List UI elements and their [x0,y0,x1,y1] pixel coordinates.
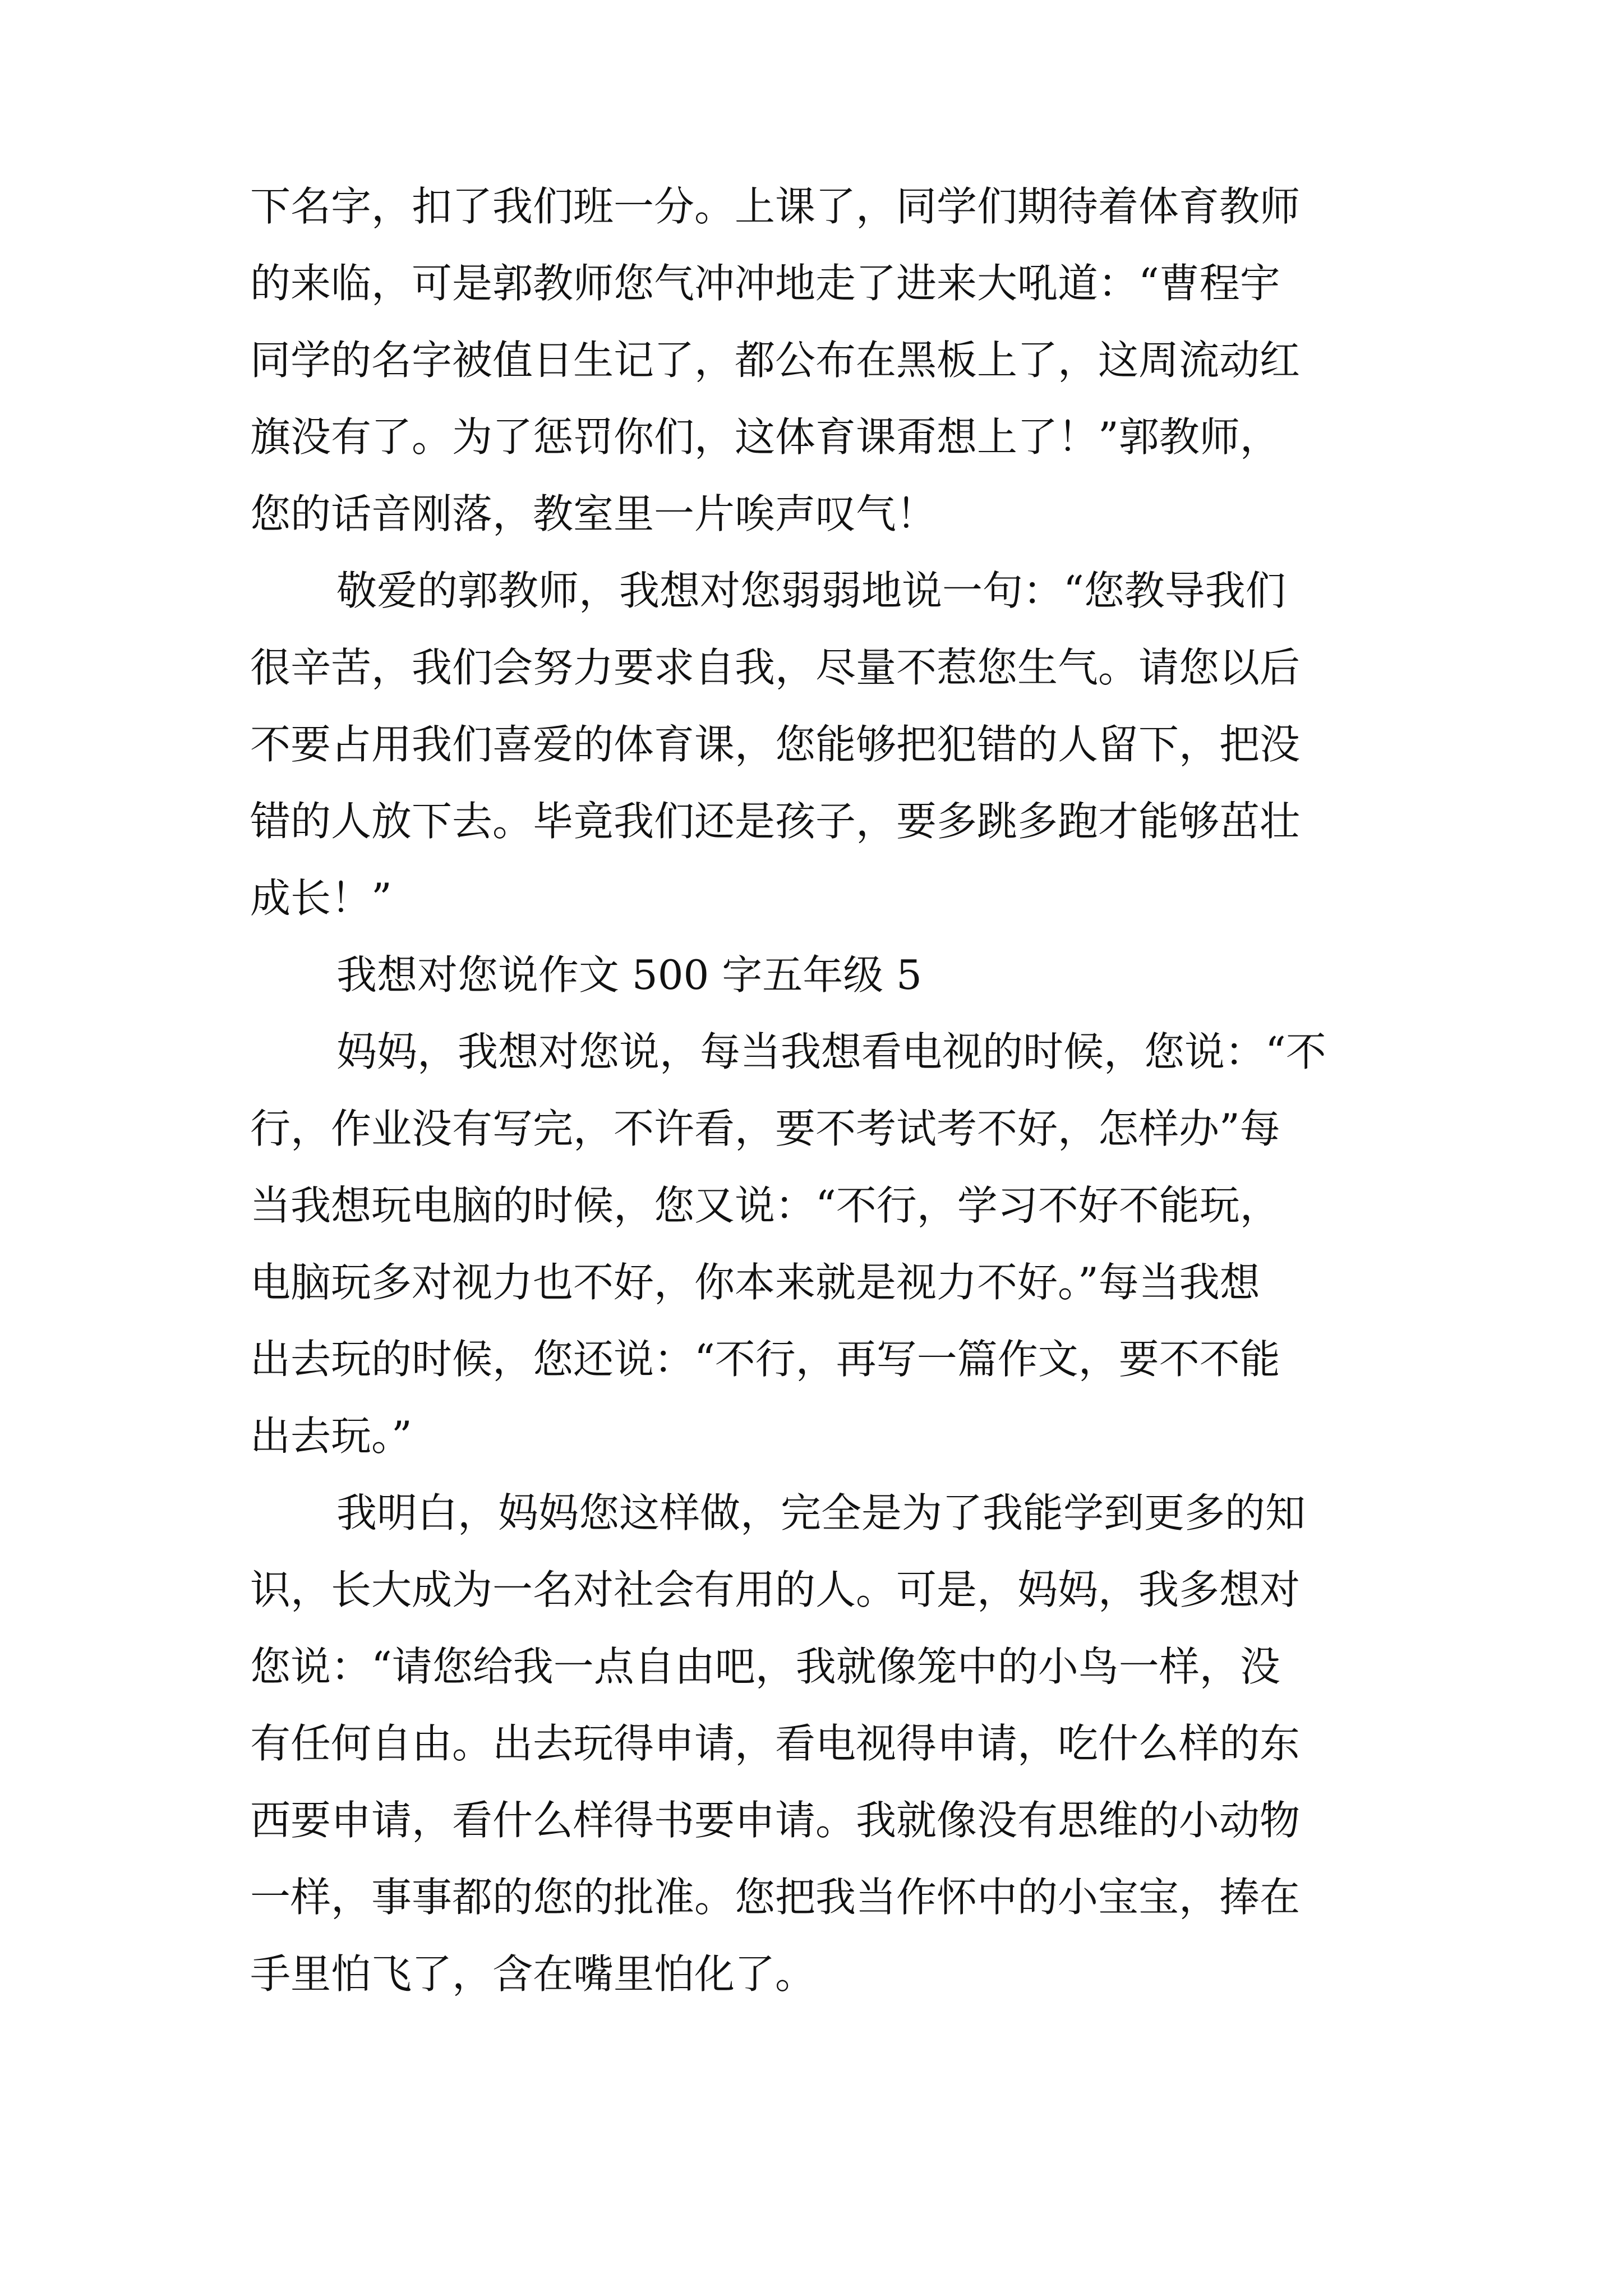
text-line: 您说：“请您给我一点自由吧，我就像笼中的小鸟一样，没 [250,1643,1280,1690]
text-line: 旗没有了。为了惩罚你们，这体育课甭想上了！”郭教师， [250,413,1280,461]
text-line: 同学的名字被值日生记了，都公布在黑板上了，这周流动红 [250,337,1301,384]
text-line: 下名字，扣了我们班一分。上课了，同学们期待着体育教师 [250,183,1301,230]
paragraph-first-line: 我明白，妈妈您这样做，完全是为了我能学到更多的知 [336,1489,1306,1536]
text-line: 成长！” [250,875,392,922]
text-line: 当我想玩电脑的时候，您又说：“不行，学习不好不能玩， [250,1182,1280,1229]
text-line: 出去玩。” [250,1412,412,1460]
text-line: 识，长大成为一名对社会有用的人。可是，妈妈，我多想对 [250,1566,1301,1613]
text-line: 出去玩的时候，您还说：“不行，再写一篇作文，要不不能 [250,1336,1280,1383]
text-line: 您的话音刚落，教室里一片唉声叹气！ [250,490,937,537]
text-line: 的来临，可是郭教师您气冲冲地走了进来大吼道：“曹程宇 [250,260,1280,307]
text-line: 很辛苦，我们会努力要求自我，尽量不惹您生气。请您以后 [250,644,1301,691]
section-heading: 我想对您说作文 500 字五年级 5 [336,951,922,999]
text-line: 有任何自由。出去玩得申请，看电视得申请，吃什么样的东 [250,1720,1301,1767]
text-line: 不要占用我们喜爱的体育课，您能够把犯错的人留下，把没 [250,721,1301,768]
text-line: 错的人放下去。毕竟我们还是孩子，要多跳多跑才能够茁壮 [250,798,1301,845]
text-line: 行，作业没有写完，不许看，要不考试考不好，怎样办”每 [250,1105,1280,1152]
document-body [250,168,1389,2013]
paragraph-first-line: 敬爱的郭教师，我想对您弱弱地说一句：“您教导我们 [336,567,1286,614]
text-line: 电脑玩多对视力也不好，你本来就是视力不好。”每当我想 [250,1259,1260,1306]
paragraph-first-line: 妈妈，我想对您说，每当我想看电视的时候，您说：“不 [336,1028,1326,1075]
text-line: 西要申请，看什么样得书要申请。我就像没有思维的小动物 [250,1797,1301,1844]
text-line: 一样，事事都的您的批准。您把我当作怀中的小宝宝，捧在 [250,1874,1301,1921]
text-line: 手里怕飞了，含在嘴里怕化了。 [250,1950,816,1998]
